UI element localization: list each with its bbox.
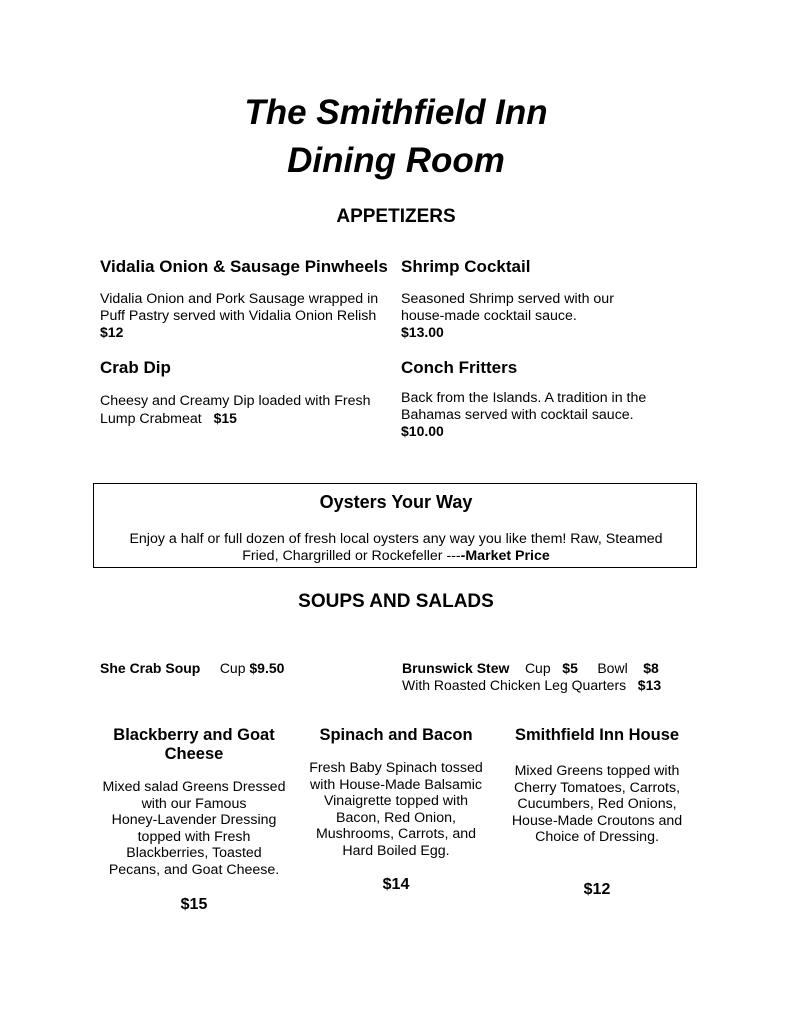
item-name: Vidalia Onion & Sausage Pinwheels [100, 257, 388, 276]
soup-extra-label: With Roasted Chicken Leg Quarters [402, 677, 627, 693]
page-title-line1: The Smithfield Inn [244, 93, 548, 132]
salad-desc-line: Choice of Dressing. [535, 829, 659, 845]
soup-cup-label: Cup [524, 660, 551, 676]
soup-cup-label: Cup [219, 660, 246, 676]
salad-desc-line: topped with Fresh [137, 828, 251, 845]
salad-desc-line: Fresh Baby Spinach tossed [309, 760, 483, 776]
salad-desc-line: Mixed salad Greens Dressed [102, 779, 286, 795]
item-name: Conch Fritters [401, 358, 518, 377]
brunswick-line2 [402, 677, 702, 694]
menu-item-brunswick-stew [402, 660, 702, 694]
oysters-desc [94, 531, 698, 564]
menu-item-conch-fritters [401, 358, 691, 439]
soup-extra-price: $13 [637, 677, 662, 693]
salad-desc-line: with House-Made Balsamic [310, 776, 482, 793]
item-desc-line2: Puff Pastry served with Vidalia Onion Relish [100, 307, 377, 324]
salad-name-line1: Smithfield Inn House [514, 726, 680, 744]
item-desc-line2: Bahamas served with cocktail sauce. [401, 406, 634, 423]
oysters-title: Oysters Your Way [319, 492, 473, 512]
soup-name: Brunswick Stew [402, 660, 510, 676]
appetizers-heading: APPETIZERS [336, 206, 456, 227]
salad-desc-line: Hard Boiled Egg. [342, 842, 450, 859]
soup-bowl-label: Bowl [597, 660, 628, 676]
item-desc-line2: house-made cocktail sauce. [401, 307, 577, 324]
salad-desc-line: with our Famous [141, 795, 247, 812]
salad-price: $14 [382, 876, 410, 893]
item-price: $12 [100, 324, 124, 340]
item-name: Shrimp Cocktail [401, 257, 531, 276]
brunswick-line1 [402, 660, 702, 677]
salad-price: $15 [180, 896, 208, 913]
oysters-price: -Market Price [460, 547, 550, 564]
soups-salads-heading: SOUPS AND SALADS [298, 591, 494, 612]
page-title-line2: Dining Room [287, 141, 505, 180]
menu-item-she-crab-soup [100, 660, 380, 677]
salad-desc [497, 763, 697, 846]
item-desc-line1: Back from the Islands. A tradition in the [401, 390, 647, 406]
soup-name: She Crab Soup [100, 660, 201, 676]
salad-desc-line: Pecans, and Goat Cheese. [108, 861, 280, 878]
salad-name-line2: Cheese [164, 745, 224, 763]
menu-item-shrimp-cocktail [401, 257, 691, 340]
oysters-desc-line2-with-price [94, 548, 698, 565]
salad-desc-line: Cherry Tomatoes, Carrots, [513, 779, 681, 796]
salad-price: $12 [583, 880, 611, 898]
menu-item-blackberry-goat-cheese [95, 726, 293, 914]
oysters-box [93, 483, 697, 568]
item-price: $15 [213, 409, 237, 426]
salad-desc-line: Honey-Lavender Dressing [111, 812, 277, 828]
salad-desc [95, 779, 293, 878]
item-desc-line2: Lump Crabmeat [100, 410, 202, 427]
salad-desc [296, 760, 496, 859]
salad-desc-line: Mixed Greens topped with [514, 763, 680, 779]
item-desc-line1: Vidalia Onion and Pork Sausage wrapped in [100, 291, 379, 307]
menu-item-spinach-bacon [296, 726, 496, 894]
menu-item-crab-dip [100, 358, 390, 427]
menu-item-pinwheels [100, 257, 390, 340]
oysters-desc-line1: Enjoy a half or full dozen of fresh local oysters any way you like them! Raw, Steamed [129, 531, 663, 547]
salad-name-line1: Spinach and Bacon [319, 726, 473, 744]
salad-desc-line: Mushrooms, Carrots, and [315, 826, 477, 842]
item-desc-line1: Seasoned Shrimp served with our [401, 291, 614, 307]
menu-item-smithfield-inn-house [497, 726, 697, 899]
soup-cup-price: $9.50 [249, 660, 285, 676]
item-price: $13.00 [401, 324, 444, 340]
salad-desc-line: Vinaigrette topped with [323, 793, 469, 809]
item-name: Crab Dip [100, 358, 171, 377]
soup-cup-price: $5 [562, 660, 578, 676]
item-desc-line2-with-price [100, 410, 390, 428]
item-desc-line1: Cheesy and Creamy Dip loaded with Fresh [100, 393, 371, 409]
salad-name-line1: Blackberry and Goat [113, 726, 275, 744]
salad-desc-line: Bacon, Red Onion, [336, 809, 456, 826]
item-price: $10.00 [401, 423, 444, 439]
salad-desc-line: Blackberries, Toasted [126, 845, 262, 861]
salad-desc-line: Cucumbers, Red Onions, [517, 796, 677, 812]
oysters-desc-line2: Fried, Chargrilled or Rockefeller --- [242, 547, 461, 564]
salad-desc-line: House-Made Croutons and [511, 812, 683, 829]
soup-bowl-price: $8 [643, 660, 659, 676]
